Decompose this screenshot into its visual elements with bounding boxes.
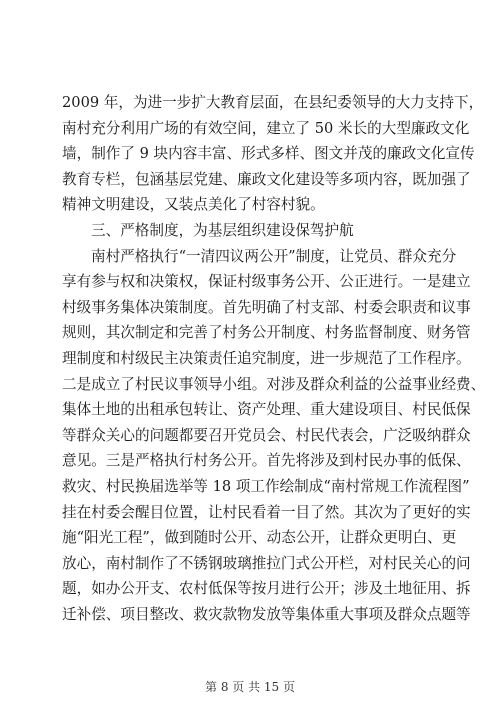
text-line: 放心，南村制作了不锈钢玻璃推拉门式公开栏，对村民关心的问: [62, 554, 471, 572]
text-line: 理制度和村级民主决策责任追究制度，进一步规范了工作程序。: [62, 349, 471, 367]
page-number: 第 8 页 共 15 页: [205, 680, 295, 694]
text-line: 迁补偿、项目整改、救灾款物发放等集体重大事项及群众点题等: [62, 605, 471, 623]
text-line: 二是成立了村民议事领导小组。对涉及群众利益的公益事业经费、: [62, 375, 486, 393]
text-line: 题，如办公开支、农村低保等按月进行公开；涉及土地征用、拆: [62, 580, 471, 598]
document-body: [62, 90, 486, 627]
text-line: 墙，制作了 9 块内容丰富、形式多样、图文并茂的廉政文化宣传: [62, 145, 475, 163]
text-line: 南村充分利用广场的有效空间，建立了 50 米长的大型廉政文化: [62, 119, 470, 137]
text-line: 挂在村委会醒目位置，让村民看着一目了然。其次为了更好的实: [62, 503, 471, 521]
text-line: 精神文明建设，又装点美化了村容村貌。: [62, 196, 325, 214]
text-line: 施“阳光工程”，做到随时公开、动态公开，让群众更明白、更: [62, 529, 457, 547]
text-line: 意见。三是严格执行村务公开。首先将涉及到村民办事的低保、: [62, 452, 471, 470]
text-line: 南村严格执行“一清四议两公开”制度，让党员、群众充分: [91, 247, 457, 265]
text-line: 救灾、村民换届选举等 18 项工作绘制成“南村常规工作流程图”: [62, 477, 470, 495]
text-line: 村级事务集体决策制度。首先明确了村支部、村委会职责和议事: [62, 298, 471, 316]
text-line: 集体土地的出租承包转让、资产处理、重大建设项目、村民低保: [62, 401, 471, 419]
section-heading: 三、严格制度，为基层组织建设保驾护航: [91, 221, 354, 239]
text-line: 享有参与权和决策权，保证村级事务公开、公正进行。一是建立: [62, 273, 471, 291]
text-line: 2009 年，为进一步扩大教育层面，在县纪委领导的大力支持下，: [62, 94, 484, 111]
text-line: 规则，其次制定和完善了村务公开制度、村务监督制度、财务管: [62, 324, 471, 342]
text-line: 等群众关心的问题都要召开党员会、村民代表会，广泛吸纳群众: [62, 426, 471, 444]
text-line: 教育专栏，包涵基层党建、廉政文化建设等多项内容，既加强了: [62, 170, 471, 188]
